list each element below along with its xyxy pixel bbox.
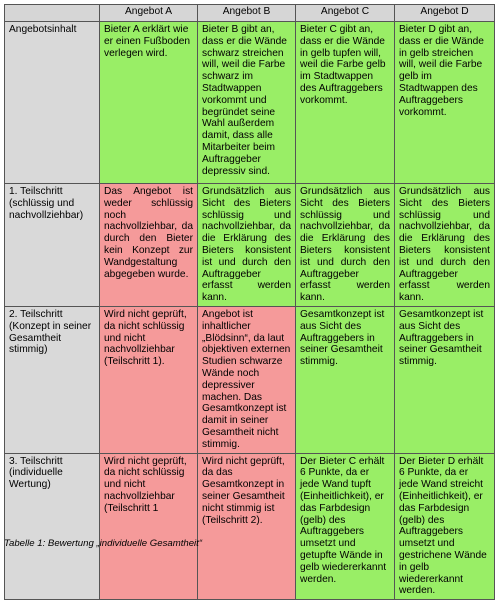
- header-corner: [5, 5, 100, 22]
- table-cell: Grundsätzlich aus Sicht des Bieters schlüssig und nachvollziehbar, da die Erklärung des Bieters konsistent ist und durch den Auftraggeber erfasst werden kann.: [198, 184, 296, 307]
- table-cell: Wird nicht geprüft, da das Gesamtkonzept in seiner Gesamtheit nicht stimmig ist (Teilschritt 2).: [198, 453, 296, 600]
- row-label: 3. Teilschritt (individuelle Wertung): [5, 453, 100, 600]
- table-cell: Gesamtkonzept ist aus Sicht des Auftraggebers in seiner Gesamtheit stimmig.: [296, 306, 395, 453]
- table-cell: Bieter C gibt an, dass er die Wände in gelb tupfen will, weil die Farbe gelb im Stadtwappen des Auftraggebers vorkommt.: [296, 22, 395, 184]
- header-angebot-c: Angebot C: [296, 5, 395, 22]
- header-row: [5, 5, 495, 22]
- table-caption: Tabelle 1: Bewertung „individuelle Gesamtheit“: [4, 538, 203, 549]
- table-cell: Das Angebot ist weder schlüssig noch nachvollziehbar, da durch den Bieter kein Konzept zur Wandgestaltung abgegeben wurde.: [100, 184, 198, 307]
- row-label: 1. Teilschritt (schlüssig und nachvollziehbar): [5, 184, 100, 307]
- table-cell: Angebot ist inhaltlicher „Blödsinn“, da laut objektiven externen Studien schwarze Wände noch depressiver machen. Das Gesamtkonzept ist damit in seiner Gesamtheit nicht stimmig.: [198, 306, 296, 453]
- row-label: Angebotsinhalt: [5, 22, 100, 184]
- header-angebot-d: Angebot D: [395, 5, 495, 22]
- table-cell: Wird nicht geprüft, da nicht schlüssig und nicht nachvollziehbar (Teilschritt 1).: [100, 306, 198, 453]
- table-cell: Bieter A erklärt wie er einen Fußboden verlegen wird.: [100, 22, 198, 184]
- table-cell: Grundsätzlich aus Sicht des Bieters schlüssig und nachvollziehbar, da die Erklärung des Bieters konsistent ist und durch den Auftraggeber erfasst werden kann.: [296, 184, 395, 307]
- evaluation-table: [4, 4, 495, 600]
- table-cell: Gesamtkonzept ist aus Sicht des Auftraggebers in seiner Gesamtheit stimmig.: [395, 306, 495, 453]
- table-row: [5, 453, 495, 600]
- table-cell: Bieter B gibt an, dass er die Wände schwarz streichen will, weil die Farbe schwarz im Stadtwappen vorkommt und begründet seine Wahl außerdem damit, dass alle Mitarbeiter beim Auftraggeber depressiv sind.: [198, 22, 296, 184]
- header-angebot-b: Angebot B: [198, 5, 296, 22]
- table-row: [5, 184, 495, 307]
- table-cell: Wird nicht geprüft, da nicht schlüssig und nicht nachvollziehbar (Teilschritt 1: [100, 453, 198, 600]
- row-label: 2. Teilschritt (Konzept in seiner Gesamtheit stimmig): [5, 306, 100, 453]
- table-cell: Der Bieter C erhält 6 Punkte, da er jede Wand tupft (Einheitlichkeit), er das Farbdesign (gelb) des Auftraggebers umsetzt und getupfte Wände in gelb wiedererkannt werden.: [296, 453, 395, 600]
- table-row: [5, 22, 495, 184]
- table-cell: Grundsätzlich aus Sicht des Bieters schlüssig und nachvollziehbar, da die Erklärung des Bieters konsistent ist und durch den Auftraggeber erfasst werden kann.: [395, 184, 495, 307]
- table-cell: Der Bieter D erhält 6 Punkte, da er jede Wand streicht (Einheitlichkeit), er das Farbdesign (gelb) des Auftraggebers umsetzt und gestrichene Wände in gelb wiedererkannt werden.: [395, 453, 495, 600]
- header-angebot-a: Angebot A: [100, 5, 198, 22]
- table-cell: Bieter D gibt an, dass er die Wände in gelb streichen will, weil die Farbe gelb im Stadtwappen des Auftraggebers vorkommt.: [395, 22, 495, 184]
- table-row: [5, 306, 495, 453]
